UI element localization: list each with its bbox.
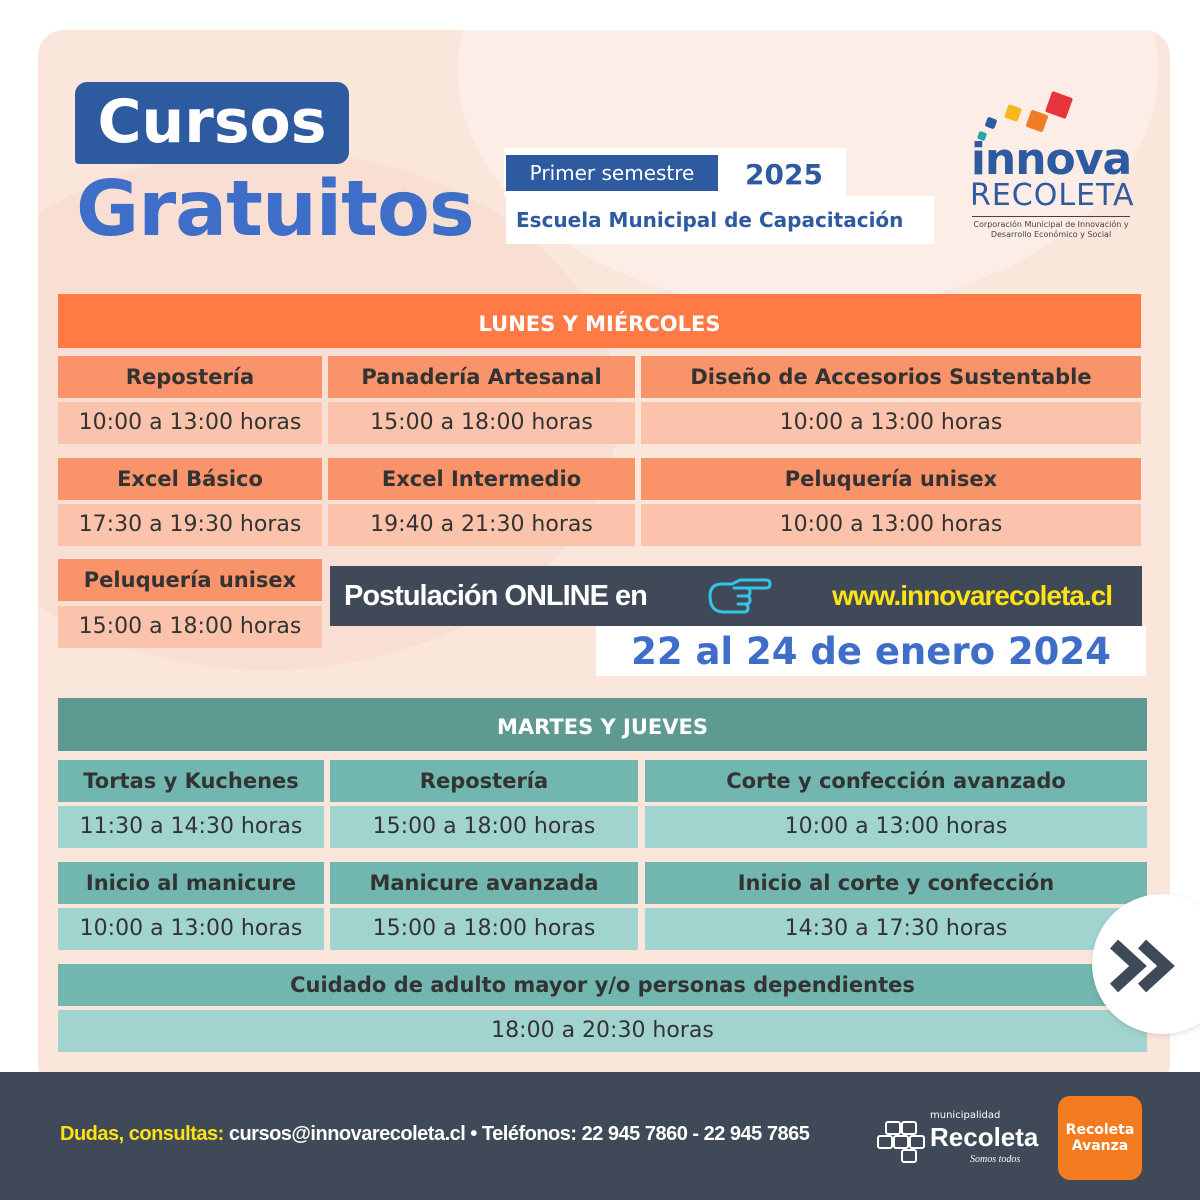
school-label: Escuela Municipal de Capacitación — [506, 196, 934, 244]
application-dates: 22 al 24 de enero 2024 — [596, 626, 1146, 676]
badge-line2: Avanza — [1071, 1138, 1129, 1154]
course-time: 15:00 a 18:00 horas — [330, 806, 638, 848]
website-link[interactable]: www.innovarecoleta.cl — [832, 580, 1112, 611]
martes-jueves-header: MARTES Y JUEVES — [58, 698, 1147, 751]
course-time: 19:40 a 21:30 horas — [328, 504, 635, 546]
logo-square — [985, 117, 998, 130]
course-name: Diseño de Accesorios Sustentable — [641, 356, 1141, 398]
course-name: Excel Intermedio — [328, 458, 635, 500]
municipal-building-icon — [872, 1114, 932, 1166]
next-button[interactable] — [1092, 894, 1200, 1034]
course-name: Repostería — [58, 356, 322, 398]
course-name: Inicio al manicure — [58, 862, 324, 904]
course-time: 15:00 a 18:00 horas — [330, 908, 638, 950]
course-name: Inicio al corte y confección — [645, 862, 1147, 904]
course-name: Tortas y Kuchenes — [58, 760, 324, 802]
course-time: 10:00 a 13:00 horas — [641, 402, 1141, 444]
logo-divider — [972, 216, 1130, 217]
contact-details: cursos@innovarecoleta.cl • Teléfonos: 22 945 7860 - 22 945 7865 — [228, 1123, 810, 1145]
course-time: 14:30 a 17:30 horas — [645, 908, 1147, 950]
course-time: 11:30 a 14:30 horas — [58, 806, 324, 848]
course-time: 17:30 a 19:30 horas — [58, 504, 322, 546]
logo-square — [1004, 104, 1022, 122]
course-name: Corte y confección avanzado — [645, 760, 1147, 802]
course-name: Panadería Artesanal — [328, 356, 635, 398]
logo-innova-text: innova — [970, 134, 1132, 185]
logo-corporation-text — [970, 220, 1132, 240]
course-time: 10:00 a 13:00 horas — [58, 908, 324, 950]
badge-line1: Recoleta — [1065, 1122, 1135, 1138]
course-time: 18:00 a 20:30 horas — [58, 1010, 1147, 1052]
course-time: 15:00 a 18:00 horas — [328, 402, 635, 444]
course-name: Peluquería unisex — [641, 458, 1141, 500]
recoleta-avanza-badge — [1058, 1096, 1142, 1180]
logo-square — [1045, 91, 1073, 119]
course-name: Peluquería unisex — [58, 559, 322, 601]
contact-label: Dudas, consultas: — [60, 1123, 224, 1145]
course-name: Manicure avanzada — [330, 862, 638, 904]
muni-name: Recoleta — [930, 1122, 1039, 1152]
course-name: Cuidado de adulto mayor y/o personas dependientes — [58, 964, 1147, 1006]
double-chevron-right-icon — [1092, 894, 1200, 1034]
municipalidad-recoleta-logo — [872, 1104, 1042, 1174]
application-text: Postulación ONLINE en — [344, 580, 647, 612]
muni-tagline: Somos todos — [970, 1154, 1021, 1165]
course-name: Repostería — [330, 760, 638, 802]
title-gratuitos: Gratuitos — [76, 165, 474, 254]
semester-label: Primer semestre — [506, 155, 718, 191]
course-time: 10:00 a 13:00 horas — [645, 806, 1147, 848]
course-time: 15:00 a 18:00 horas — [58, 606, 322, 648]
logo-corp-line1: Corporación Municipal de Innovación y — [973, 220, 1129, 229]
innova-recoleta-logo — [970, 88, 1135, 248]
title-cursos: Cursos — [75, 82, 349, 164]
contact-info — [60, 1116, 809, 1152]
course-name: Excel Básico — [58, 458, 322, 500]
logo-recoleta-text: RECOLETA — [970, 178, 1135, 213]
muni-label: municipalidad — [930, 1110, 1001, 1121]
logo-corp-line2: Desarrollo Económico y Social — [990, 230, 1112, 239]
course-time: 10:00 a 13:00 horas — [641, 504, 1141, 546]
logo-square — [1025, 109, 1048, 132]
pointing-hand-icon — [704, 574, 774, 618]
online-application-banner — [330, 566, 1142, 626]
footer-bar — [0, 1072, 1200, 1200]
year-label: 2025 — [745, 158, 823, 191]
course-time: 10:00 a 13:00 horas — [58, 402, 322, 444]
lunes-miercoles-header: LUNES Y MIÉRCOLES — [58, 294, 1141, 348]
